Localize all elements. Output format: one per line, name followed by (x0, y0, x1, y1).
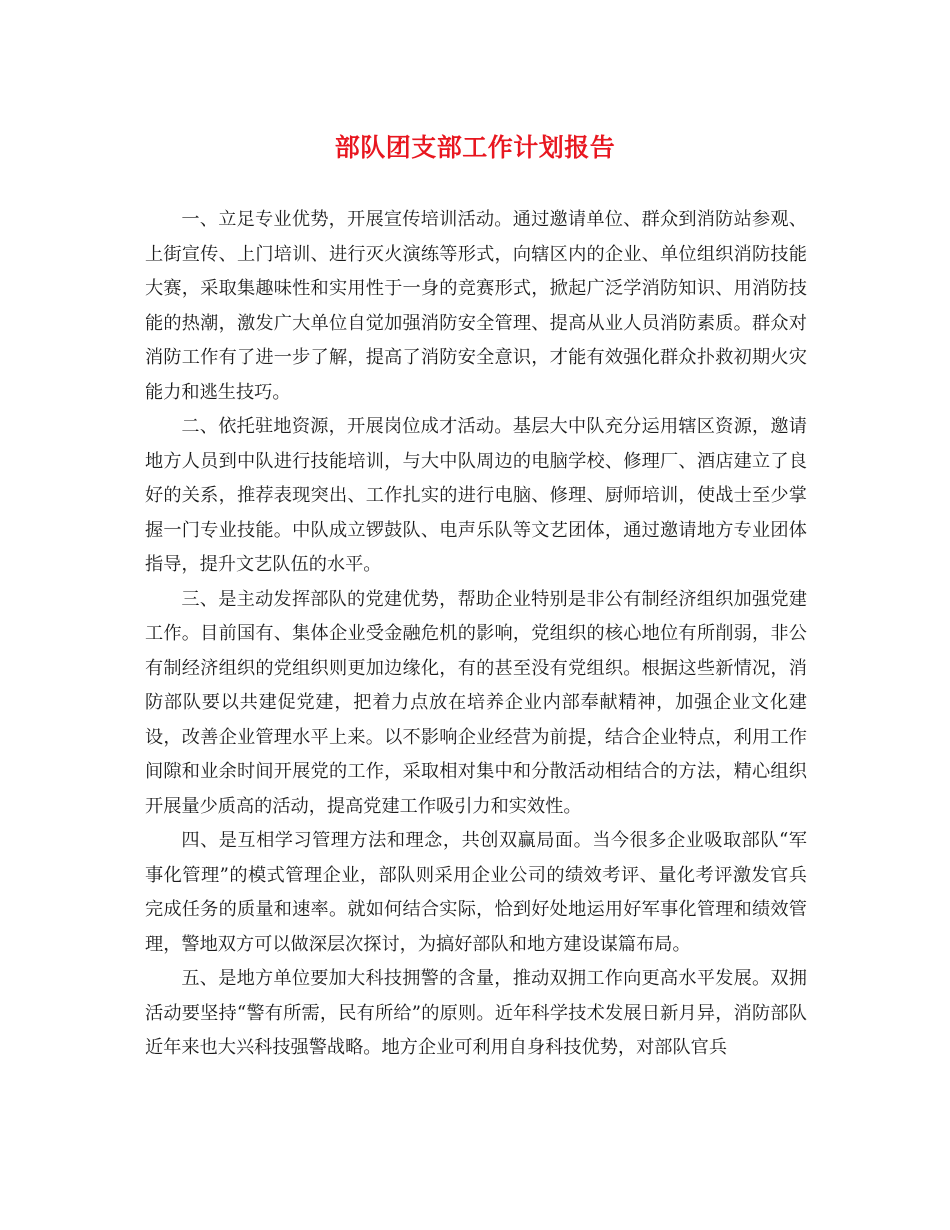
paragraph-4: 四、是互相学习管理方法和理念，共创双赢局面。当今很多企业吸取部队“军事化管理”的模式管理企业，部队则采用企业公司的绩效考评、量化考评激发官兵完成任务的质量和速率。就如何结合实际，恰到好处地运用好军事化管理和绩效管理，警地双方可以做深层次探讨，为搞好部队和地方建设谋篇布局。 (145, 830, 807, 955)
paragraph-2: 二、依托驻地资源，开展岗位成才活动。基层大中队充分运用辖区资源，邀请地方人员到中队进行技能培训，与大中队周边的电脑学校、修理厂、酒店建立了良好的关系，推荐表现突出、工作扎实的进行电脑、修理、厨师培训，使战士至少掌握一门专业技能。中队成立锣鼓队、电声乐队等文艺团体，通过邀请地方专业团体指导，提升文艺队伍的水平。 (145, 416, 807, 575)
paragraph-5: 五、是地方单位要加大科技拥警的含量，推动双拥工作向更高水平发展。双拥活动要坚持“警有所需，民有所给”的原则。近年科学技术发展日新月异，消防部队近年来也大兴科技强警战略。地方企业可利用自身科技优势，对部队官兵 (145, 968, 807, 1058)
document-body (145, 203, 807, 1066)
paragraph-3: 三、是主动发挥部队的党建优势，帮助企业特别是非公有制经济组织加强党建工作。目前国有、集体企业受金融危机的影响，党组织的核心地位有所削弱，非公有制经济组织的党组织则更加边缘化，有的甚至没有党组织。根据这些新情况，消防部队要以共建促党建，把着力点放在培养企业内部奉献精神，加强企业文化建设，改善企业管理水平上来。以不影响企业经营为前提，结合企业特点，利用工作间隙和业余时间开展党的工作，采取相对集中和分散活动相结合的方法，精心组织开展量少质高的活动，提高党建工作吸引力和实效性。 (145, 588, 807, 817)
document-title: 部队团支部工作计划报告 (334, 133, 616, 162)
paragraph-1: 一、立足专业优势，开展宣传培训活动。通过邀请单位、群众到消防站参观、上街宣传、上门培训、进行灭火演练等形式，向辖区内的企业、单位组织消防技能大赛，采取集趣味性和实用性于一身的竞赛形式，掀起广泛学消防知识、用消防技能的热潮，激发广大单位自觉加强消防安全管理、提高从业人员消防素质。群众对消防工作有了进一步了解，提高了消防安全意识，才能有效强化群众扑救初期火灾能力和逃生技巧。 (145, 209, 807, 403)
